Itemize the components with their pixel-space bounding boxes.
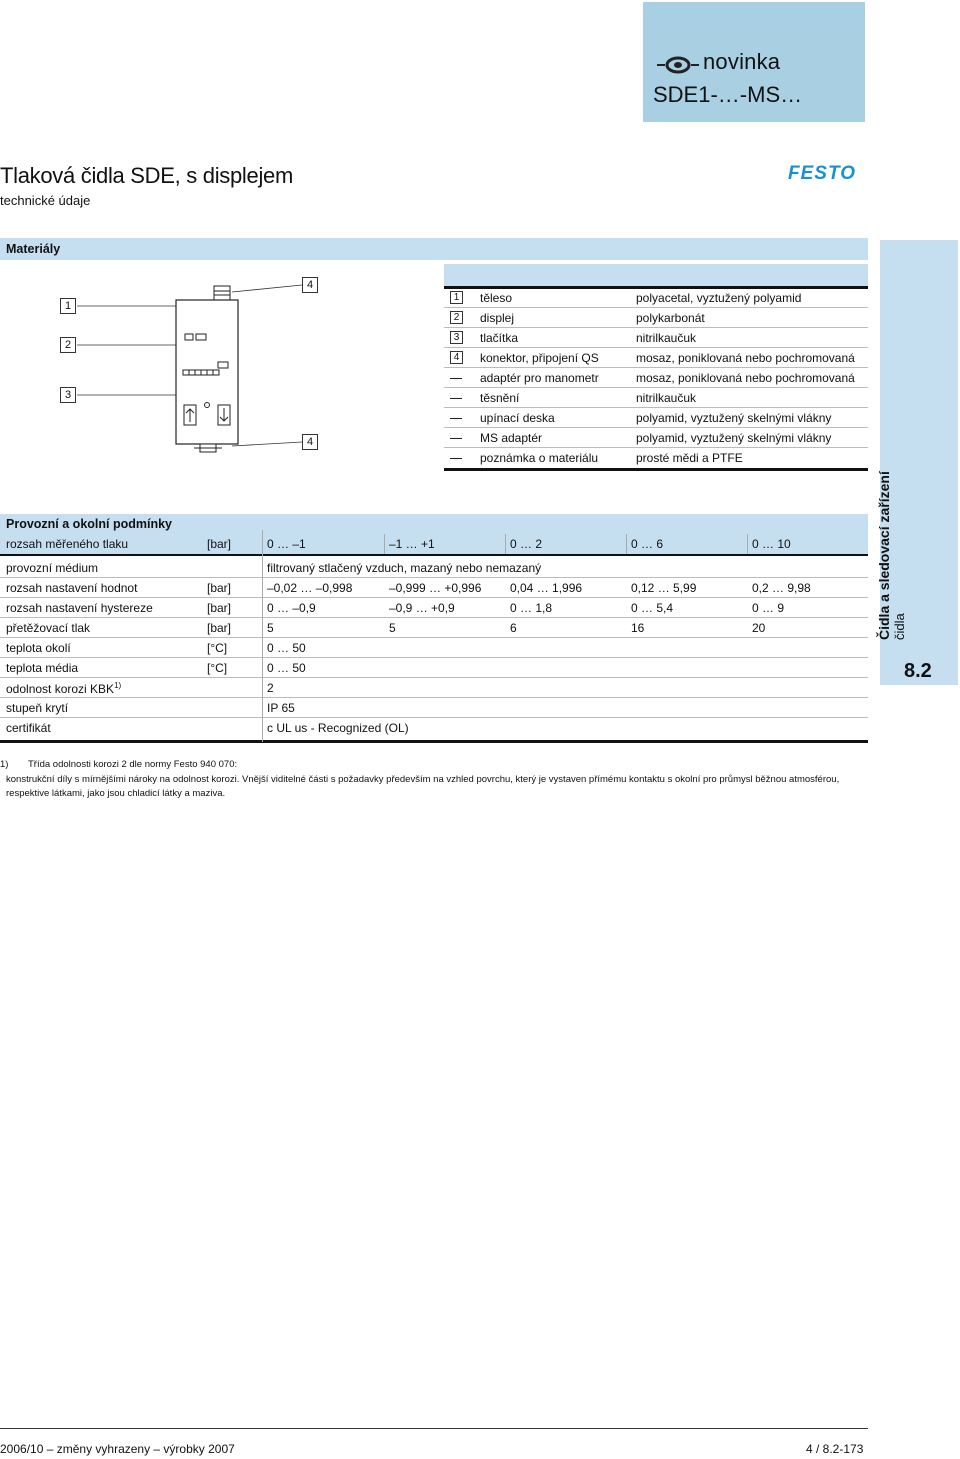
cell-c5: 0 … 9 [752,601,785,615]
materials-section-title: Materiály [6,242,61,256]
cell-c1: –0,02 … –0,998 [267,581,353,595]
cell-c2: –0,9 … +0,9 [389,601,455,615]
row-label: provozní médium [6,561,99,575]
cell-c1: filtrovaný stlačený vzduch, mazaný nebo nemazaný [267,561,542,575]
cell-c1: 0 … 50 [267,661,306,675]
table-row [0,718,868,738]
materials-table-header [444,264,868,286]
material-marker: 1 [450,291,463,304]
material-part: tlačítka [480,331,519,345]
material-row [444,408,868,428]
row-label: přetěžovací tlak [6,621,91,635]
material-row [444,448,868,468]
row-unit: [bar] [207,581,232,595]
festo-logo: FESTO [788,163,856,184]
cell-c2: –0,999 … +0,996 [389,581,482,595]
column-separator [626,534,627,554]
material-row [444,288,868,308]
material-row [444,328,868,348]
material-dash-marker [450,458,462,459]
material-value: prosté mědi a PTFE [636,451,743,465]
row-unit: [°C] [207,641,228,655]
page-subtitle: technické údaje [0,193,91,208]
row-label: teplota okolí [6,641,71,655]
row-label: rozsah nastavení hystereze [6,601,153,615]
material-row [444,388,868,408]
material-dash-marker [450,418,462,419]
operating-section-header [0,514,868,534]
callout-3: 3 [60,387,76,403]
row-unit: [bar] [207,621,232,635]
footnote-text: konstrukční díly s mírnějšími nároky na odolnost korozi. Vnější viditelné části s požadavky především na vzhled povrchu, který je vystaven přímému kontaktu s okolní pro průmysl běžnou atmosférou, respektive látkami, jako jsou chladicí látky a maziva. [6,774,840,799]
cell-c1: 0 … –1 [267,537,306,551]
material-part: adaptér pro manometr [480,371,599,385]
material-part: upínací deska [480,411,555,425]
material-value: polyamid, vyztužený skelnými vlákny [636,431,832,445]
cell-c4: 16 [631,621,645,635]
material-marker: 3 [450,331,463,344]
material-part: displej [480,311,515,325]
badge-model-label: SDE1-…-MS… [653,82,803,107]
cell-c4: 0,12 … 5,99 [631,581,697,595]
column-separator [262,530,263,742]
material-value: mosaz, poniklovaná nebo pochromovaná [636,351,855,365]
callout-4-bottom: 4 [302,434,318,450]
material-part: MS adaptér [480,431,543,445]
table-row [0,698,868,718]
material-value: mosaz, poniklovaná nebo pochromovaná [636,371,855,385]
cell-c4: 0 … 5,4 [631,601,674,615]
chapter-side-text [876,471,907,640]
cell-c3: 6 [510,621,517,635]
page-title: Tlaková čidla SDE, s displejem [0,163,294,188]
table-row [0,598,868,618]
chapter-number: 8.2 [904,660,932,682]
callout-2: 2 [60,337,76,353]
table-row [0,618,868,638]
chapter-subtitle: čidla [892,613,907,640]
material-dash-marker [450,378,462,379]
table-row [0,558,868,578]
material-value: polykarbonát [636,311,705,325]
footer-rule [0,1428,868,1429]
row-label: rozsah nastavení hodnot [6,581,138,595]
table-rule-bottom [0,740,868,743]
material-value: nitrilkaučuk [636,391,697,405]
material-value: polyacetal, vyztužený polyamid [636,291,802,305]
column-separator [384,534,385,554]
row-label: rozsah měřeného tlaku [6,537,129,551]
materials-section-header [0,238,868,260]
row-label-text: odolnost korozi KBK [6,682,115,696]
table-divider [0,554,868,556]
material-value: nitrilkaučuk [636,331,697,345]
row-unit: [bar] [207,537,232,551]
footnote-ref: 1) [114,681,122,690]
material-marker: 2 [450,311,463,324]
material-row [444,428,868,448]
table-row [0,638,868,658]
material-dash-marker [450,438,462,439]
cell-c1: 0 … 50 [267,641,306,655]
callout-1: 1 [60,298,76,314]
footnote [0,758,237,772]
cell-c1: 0 … –0,9 [267,601,316,615]
footnote-marker: 1) [0,759,9,770]
material-marker: 4 [450,351,463,364]
callout-4-top: 4 [302,277,318,293]
material-row [444,308,868,328]
row-label: stupeň krytí [6,701,69,715]
material-row [444,368,868,388]
table-row [0,658,868,678]
new-product-icon [657,56,699,74]
table-row [0,678,868,698]
material-row [444,348,868,368]
material-part: poznámka o materiálu [480,451,599,465]
row-label [6,681,121,696]
footnote-title: Třída odolnosti korozi 2 dle normy Festo 940 070: [28,759,238,770]
footer-page-number: 4 / 8.2-173 [806,1442,864,1456]
footer-edition: 2006/10 – změny vyhrazeny – výrobky 2007 [0,1442,235,1456]
row-unit: [bar] [207,601,232,615]
badge-novinka-label: novinka [703,49,781,74]
cell-c5: 0,2 … 9,98 [752,581,811,595]
cell-c5: 20 [752,621,766,635]
cell-c1: 2 [267,681,274,695]
cell-c3: 0 … 1,8 [510,601,553,615]
cell-c3: 0,04 … 1,996 [510,581,583,595]
cell-c4: 0 … 6 [631,537,664,551]
cell-c2: 5 [389,621,396,635]
cell-c1: IP 65 [267,701,295,715]
cell-c5: 0 … 10 [752,537,791,551]
material-part: těsnění [480,391,520,405]
column-separator [505,534,506,554]
operating-section-title: Provozní a okolní podmínky [6,517,172,531]
cell-c2: –1 … +1 [389,537,435,551]
cell-c3: 0 … 2 [510,537,543,551]
sensor-drawing [0,262,440,472]
material-dash-marker [450,398,462,399]
materials-table-rule-bottom [444,468,868,471]
material-part: konektor, připojení QS [480,351,599,365]
table-row [0,578,868,598]
material-value: polyamid, vyztužený skelnými vlákny [636,411,832,425]
table-row [0,534,868,554]
row-label: teplota média [6,661,79,675]
cell-c1: 5 [267,621,274,635]
material-part: těleso [480,291,513,305]
row-label: certifikát [6,721,51,735]
column-separator [747,534,748,554]
row-unit: [°C] [207,661,228,675]
cell-c1: c UL us - Recognized (OL) [267,721,409,735]
novinka-badge [643,2,865,122]
product-diagram [0,262,440,472]
chapter-title: Čidla a sledovací zařízení [876,471,892,640]
